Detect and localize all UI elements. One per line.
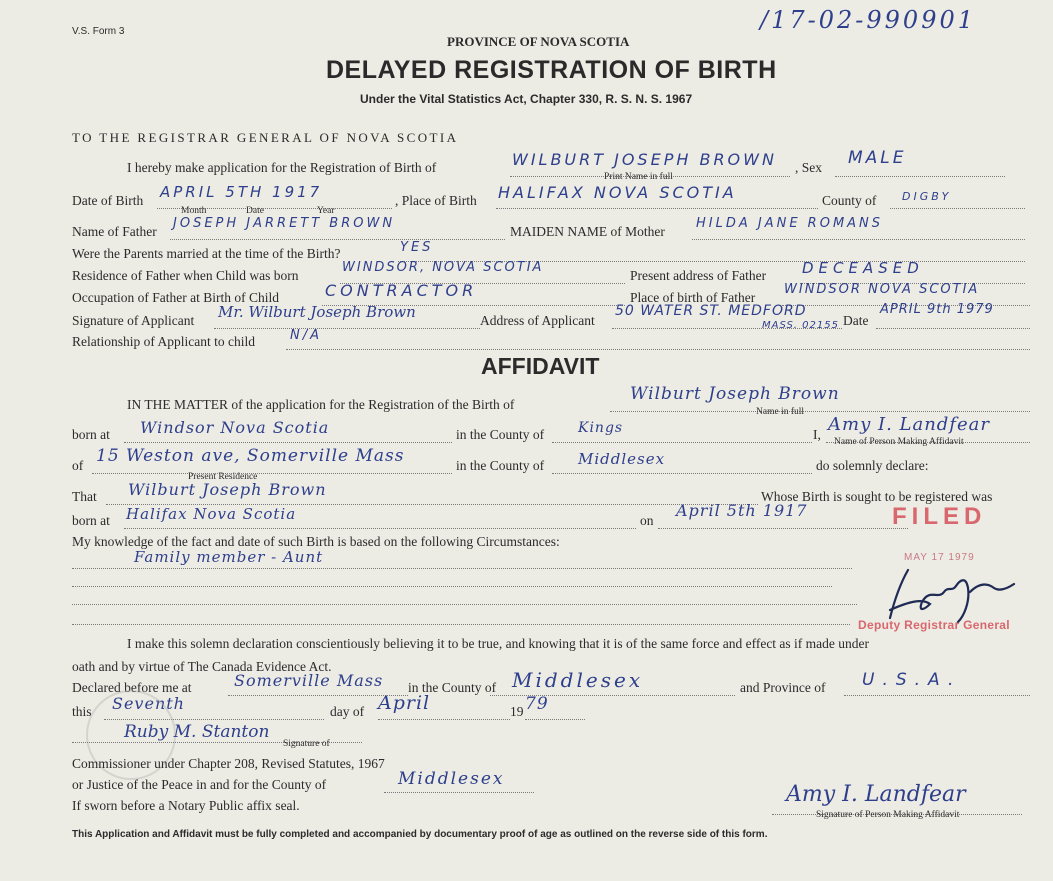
commissioner-label: Commissioner under Chapter 208, Revised Statutes, 1967	[72, 756, 385, 771]
father-line	[170, 239, 505, 240]
print-name-caption: Print Name in full	[604, 172, 673, 182]
father-birthplace-label: Place of birth of Father	[630, 290, 756, 305]
notary-label: If sworn before a Notary Public affix seal.	[72, 798, 300, 813]
file-number: /17-02-990901	[760, 6, 976, 34]
county-value: DIGBY	[902, 190, 952, 203]
commissioner-signature: Ruby M. Stanton	[124, 722, 270, 742]
date-line	[876, 328, 1030, 329]
mother-line	[692, 239, 1025, 240]
born-at-label: born at	[72, 427, 110, 442]
father-label: Name of Father	[72, 224, 157, 239]
declaration-line-2: oath and by virtue of The Canada Evidence Act.	[72, 659, 332, 674]
year-line	[525, 719, 585, 720]
circumstances-value: Family member - Aunt	[134, 548, 324, 566]
of-label: of	[72, 458, 84, 473]
matter-value: Wilburt Joseph Brown	[630, 384, 840, 404]
deputy-registrar-stamp: Deputy Registrar General	[858, 618, 1010, 632]
form-number: V.S. Form 3	[72, 26, 125, 37]
month-value: April	[378, 692, 431, 714]
circumstances-line-4	[72, 624, 850, 625]
sex-label: , Sex	[795, 160, 822, 175]
signature-line	[214, 328, 480, 329]
province-value: U.S.A.	[862, 670, 962, 690]
on-label: on	[640, 513, 654, 528]
affiant-signature: Amy I. Landfear	[786, 782, 966, 807]
county-line	[890, 208, 1025, 209]
married-label: Were the Parents married at the time of the Birth?	[72, 246, 341, 261]
page-subtitle: Under the Vital Statistics Act, Chapter 330, R. S. N. S. 1967	[360, 92, 693, 106]
county-line-3	[552, 473, 812, 474]
father-birthplace-value: WINDSOR NOVA SCOTIA	[784, 282, 980, 297]
applicant-signature: Mr. Wilburt Joseph Brown	[218, 303, 416, 321]
signature-of-caption: Signature of	[283, 739, 330, 749]
county-label-4: in the County of	[408, 680, 497, 695]
address-value: 50 WATER ST. MEDFORD	[615, 303, 807, 319]
year-caption: Year	[317, 206, 335, 216]
present-address-label: Present address of Father	[630, 268, 767, 283]
dob-label: Date of Birth	[72, 193, 144, 208]
matter-label: IN THE MATTER of the application for the Registration of the Birth of	[127, 397, 515, 412]
month-line	[378, 719, 510, 720]
occupation-value: CONTRACTOR	[325, 281, 478, 300]
circumstances-line-2	[72, 586, 832, 587]
circumstances-line-1	[72, 568, 852, 569]
province-line	[844, 695, 1030, 696]
mother-label: MAIDEN NAME of Mother	[510, 224, 665, 239]
child-name-value: WILBURT JOSEPH BROWN	[512, 150, 777, 169]
date-caption: Date	[246, 206, 264, 216]
day-value: Seventh	[112, 694, 185, 713]
county-value-3: Middlesex	[578, 450, 666, 468]
address-value-2: MASS. 02155	[762, 320, 839, 331]
affiant-signature-caption: Signature of Person Making Affidavit	[816, 810, 960, 820]
i-label: I,	[813, 427, 821, 442]
name-in-full-caption: Name in full	[756, 407, 805, 417]
residence-label: Residence of Father when Child was born	[72, 268, 299, 283]
relationship-line	[286, 349, 1030, 350]
date-label: Date	[843, 313, 869, 328]
affiant-caption: Name of Person Making Affidavit	[834, 437, 964, 447]
day-of-label: day of	[330, 704, 365, 719]
circumstances-line-3	[72, 604, 857, 605]
year-prefix: 19	[510, 704, 524, 719]
present-address-value: DECEASED	[802, 259, 924, 277]
declared-label: Declared before me at	[72, 680, 192, 695]
that-value: Wilburt Joseph Brown	[128, 480, 327, 499]
declaration-line-1: I make this solemn declaration conscientiously believing it to be true, and knowing that it is of the same force and effect as if made under	[127, 636, 870, 651]
county-label-3: in the County of	[456, 458, 545, 473]
sex-value: MALE	[848, 148, 907, 168]
on-line	[658, 528, 908, 529]
sex-line	[835, 176, 1005, 177]
matter-line	[610, 411, 1030, 412]
that-label: That	[72, 489, 97, 504]
footer-note: This Application and Affidavit must be fully completed and accompanied by documentary proof of age as outlined on the reverse side of this form.	[72, 829, 768, 840]
province-label: and Province of	[740, 680, 826, 695]
present-residence-caption: Present Residence	[188, 472, 258, 482]
relationship-label: Relationship of Applicant to child	[72, 334, 255, 349]
born-at-line-2	[124, 528, 636, 529]
page-title: DELAYED REGISTRATION OF BIRTH	[326, 56, 777, 84]
declare-label: do solemnly declare:	[816, 458, 929, 473]
relationship-value: N/A	[290, 328, 322, 343]
born-at-label-2: born at	[72, 513, 110, 528]
county-line-2	[552, 442, 812, 443]
year-value: 79	[525, 694, 549, 714]
county-value-2: Kings	[578, 420, 624, 436]
address-label: Address of Applicant	[480, 313, 595, 328]
province-heading: PROVINCE OF NOVA SCOTIA	[447, 34, 630, 49]
date-value: APRIL 9th 1979	[880, 302, 994, 317]
addressee: TO THE REGISTRAR GENERAL OF NOVA SCOTIA	[72, 130, 459, 145]
dob-value: APRIL 5TH 1917	[160, 183, 323, 201]
justice-label: or Justice of the Peace in and for the County of	[72, 777, 327, 792]
occupation-label: Occupation of Father at Birth of Child	[72, 290, 279, 305]
affiant-name: Amy I. Landfear	[828, 414, 990, 435]
mother-value: HILDA JANE ROMANS	[696, 216, 884, 231]
filed-date-stamp: MAY 17 1979	[904, 552, 975, 563]
born-at-value-2: Halifax Nova Scotia	[126, 505, 297, 523]
born-at-line	[124, 442, 452, 443]
pob-label: , Place of Birth	[395, 193, 477, 208]
born-at-value: Windsor Nova Scotia	[140, 418, 330, 437]
of-line	[92, 473, 452, 474]
justice-value: Middlesex	[398, 769, 505, 789]
county-label: County of	[822, 193, 877, 208]
residence-value-affiant: 15 Weston ave, Somerville Mass	[96, 446, 405, 466]
residence-value: WINDSOR, NOVA SCOTIA	[342, 260, 544, 275]
pob-line	[496, 208, 818, 209]
declared-value: Somerville Mass	[234, 671, 384, 690]
justice-line	[384, 792, 534, 793]
on-value: April 5th 1917	[676, 501, 808, 520]
whose-birth-label: Whose Birth is sought to be registered was	[761, 489, 993, 504]
signature-label: Signature of Applicant	[72, 313, 195, 328]
filed-stamp: FILED	[892, 503, 987, 530]
knowledge-label: My knowledge of the fact and date of such Birth is based on the following Circumstances:	[72, 534, 560, 549]
registrar-signature	[878, 562, 1028, 626]
pob-value: HALIFAX NOVA SCOTIA	[498, 183, 737, 202]
county-label-2: in the County of	[456, 427, 545, 442]
month-caption: Month	[181, 206, 207, 216]
father-value: JOSEPH JARRETT BROWN	[173, 216, 396, 231]
married-value: YES	[400, 240, 434, 255]
affidavit-heading: AFFIDAVIT	[481, 353, 600, 379]
intro-label: I hereby make application for the Registration of Birth of	[127, 160, 437, 175]
county-value-4: Middlesex	[512, 668, 644, 692]
this-label: this	[72, 704, 92, 719]
